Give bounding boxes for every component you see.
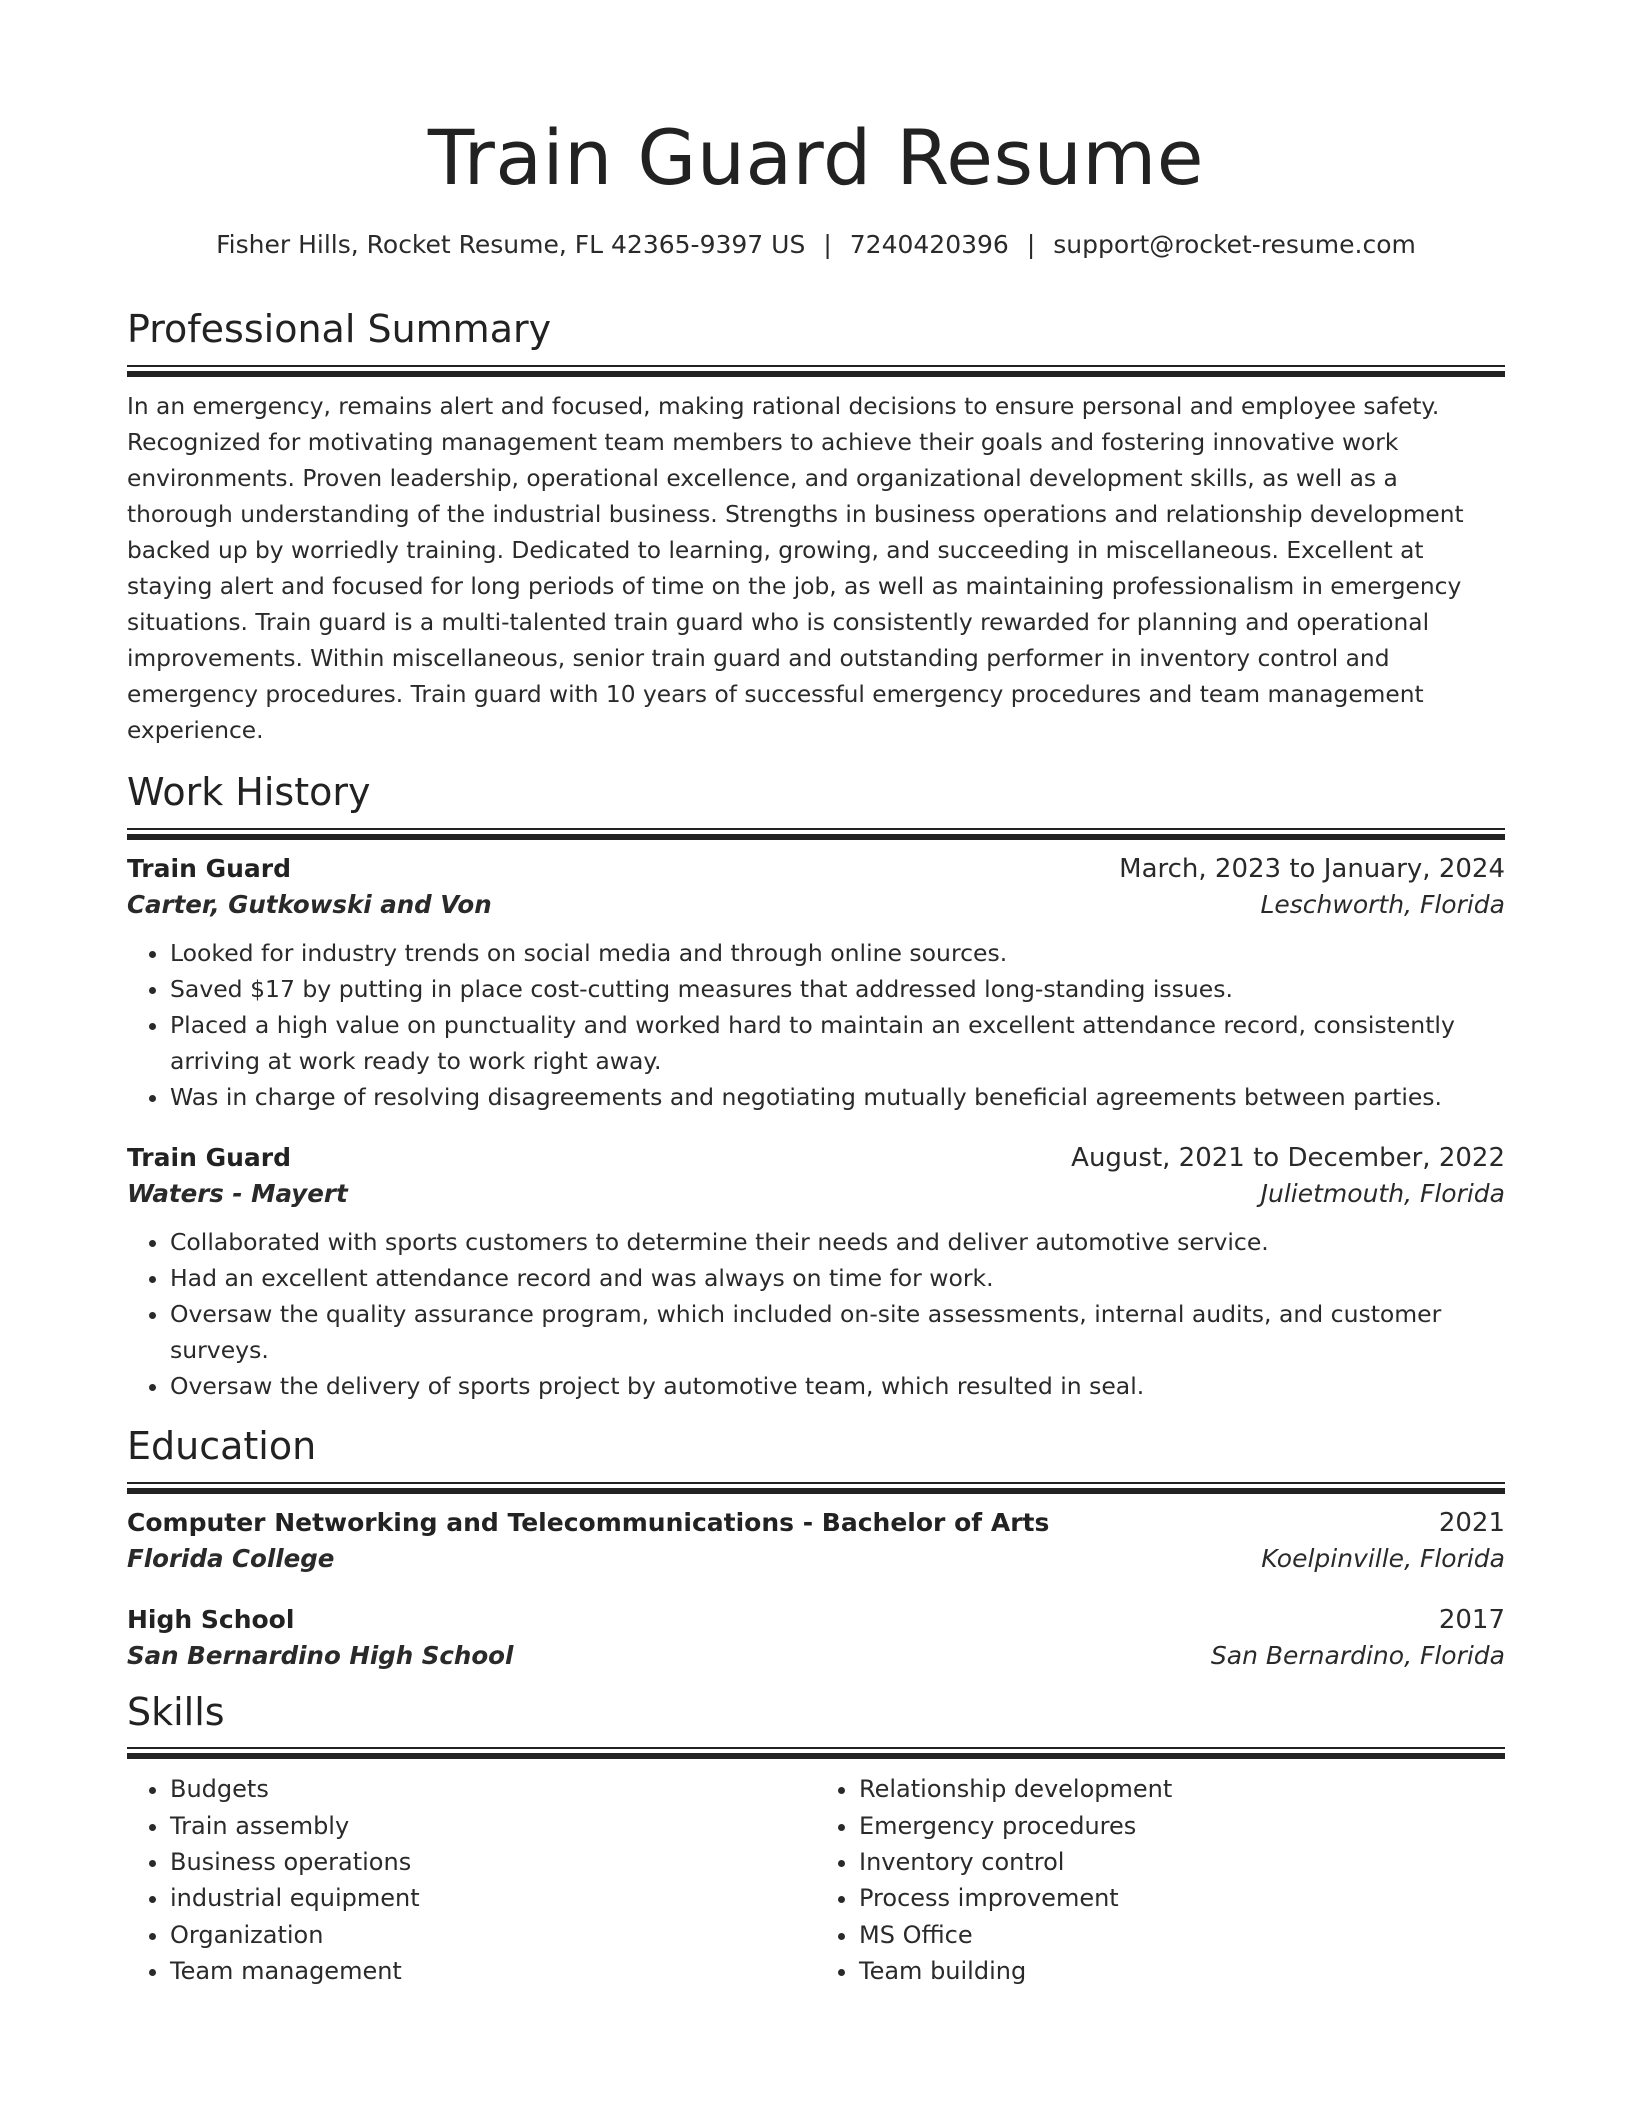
skill-item: • Inventory control [859, 1844, 1505, 1880]
skill-item: • Budgets [170, 1771, 816, 1807]
education-degree: High School [127, 1604, 295, 1634]
job-company-row [127, 1179, 1505, 1208]
education-school: Florida College [127, 1543, 335, 1573]
contact-separator: | [823, 230, 832, 259]
job-dates: March, 2023 to January, 2024 [1119, 853, 1505, 884]
job-entry [127, 1143, 1505, 1404]
resume-title: Train Guard Resume [427, 113, 1205, 202]
education-header-row [127, 1508, 1505, 1538]
skill-item: • Team management [170, 1953, 816, 1989]
summary-section [127, 309, 1505, 749]
skills-list-left [127, 1771, 816, 1989]
section-divider [127, 828, 1505, 840]
job-title: Train Guard [127, 853, 291, 883]
skills-section [127, 1689, 1505, 1990]
section-heading-skills: Skills [127, 1689, 225, 1734]
job-header-row [127, 1143, 1505, 1173]
job-company-row [127, 890, 1505, 919]
list-item: • Was in charge of resolving disagreements and negotiating mutually beneficial agreements between parties. [170, 1079, 1505, 1115]
education-school-row [127, 1544, 1505, 1573]
skill-item: • industrial equipment [170, 1880, 816, 1916]
skill-item: • Process improvement [859, 1880, 1505, 1916]
contact-line [127, 230, 1505, 259]
education-header-row [127, 1605, 1505, 1635]
section-heading-work: Work History [127, 770, 371, 815]
skill-item: • Organization [170, 1917, 816, 1953]
skills-columns [127, 1771, 1505, 1989]
education-location: San Bernardino, Florida [1210, 1640, 1505, 1670]
list-item: • Had an excellent attendance record and was always on time for work. [170, 1260, 1505, 1296]
list-item: • Oversaw the delivery of sports project by automotive team, which resulted in seal. [170, 1368, 1505, 1404]
section-divider [127, 365, 1505, 377]
education-location: Koelpinville, Florida [1261, 1543, 1505, 1573]
job-company: Waters - Mayert [127, 1178, 348, 1208]
contact-phone: 7240420396 [849, 230, 1009, 259]
contact-address: Fisher Hills, Rocket Resume, FL 42365-9397 US [216, 230, 806, 259]
list-item: • Oversaw the quality assurance program, which included on-site assessments, internal audits, and customer surveys. [170, 1296, 1505, 1368]
section-divider [127, 1482, 1505, 1494]
contact-separator: | [1026, 230, 1036, 259]
education-year: 2017 [1438, 1604, 1505, 1635]
education-entry [127, 1605, 1505, 1670]
job-title: Train Guard [127, 1142, 291, 1172]
skill-item: • Emergency procedures [859, 1808, 1505, 1844]
job-location: Leschworth, Florida [1260, 889, 1505, 919]
education-entry [127, 1508, 1505, 1573]
contact-email: support@rocket-resume.com [1053, 230, 1416, 259]
education-year: 2021 [1438, 1507, 1505, 1538]
education-section [127, 1423, 1505, 1670]
skill-item: • Team building [859, 1953, 1505, 1989]
list-item: • Saved $17 by putting in place cost-cutting measures that addressed long-standing issues. [170, 971, 1505, 1007]
section-heading-summary: Professional Summary [127, 307, 552, 351]
section-divider [127, 1747, 1505, 1759]
skill-item: • Business operations [170, 1844, 816, 1880]
skill-item: • MS Office [859, 1917, 1505, 1953]
job-company: Carter, Gutkowski and Von [127, 889, 492, 919]
job-location: Julietmouth, Florida [1260, 1178, 1505, 1208]
section-heading-education: Education [127, 1423, 317, 1468]
list-item: • Looked for industry trends on social media and through online sources. [170, 935, 1505, 971]
skills-list-right [816, 1771, 1505, 1989]
work-section [127, 772, 1505, 1404]
job-bullets [127, 1224, 1505, 1404]
list-item: • Collaborated with sports customers to determine their needs and deliver automotive service. [170, 1224, 1505, 1260]
education-degree: Computer Networking and Telecommunications - Bachelor of Arts [127, 1507, 1050, 1537]
education-school-row [127, 1641, 1505, 1670]
skill-item: • Relationship development [859, 1771, 1505, 1807]
summary-text: In an emergency, remains alert and focused, making rational decisions to ensure personal and employee safety. Recognized for motivating management team members to achieve their goals and fostering innovative work environments. Proven leadership, operational excellence, and organizational development skills, as well as a thorough understanding of the industrial business. Strengths in business operations and relationship development backed up by worriedly training. Dedicated to learning, growing, and succeeding in miscellaneous. Excellent at staying alert and focused for long periods of time on the job, as well as maintaining professionalism in emergency situations. Train guard is a multi-talented train guard who is consistently rewarded for planning and operational improvements. Within miscellaneous, senior train guard and outstanding performer in inventory control and emergency procedures. Train guard with 10 years of successful emergency procedures and team management experience. [127, 392, 1464, 744]
job-header-row [127, 854, 1505, 884]
list-item: • Placed a high value on punctuality and worked hard to maintain an excellent attendance record, consistently arriving at work ready to work right away. [170, 1007, 1505, 1079]
job-dates: August, 2021 to December, 2022 [1071, 1142, 1505, 1173]
job-bullets [127, 935, 1505, 1115]
education-school: San Bernardino High School [127, 1640, 514, 1670]
job-entry [127, 854, 1505, 1115]
skill-item: • Train assembly [170, 1808, 816, 1844]
